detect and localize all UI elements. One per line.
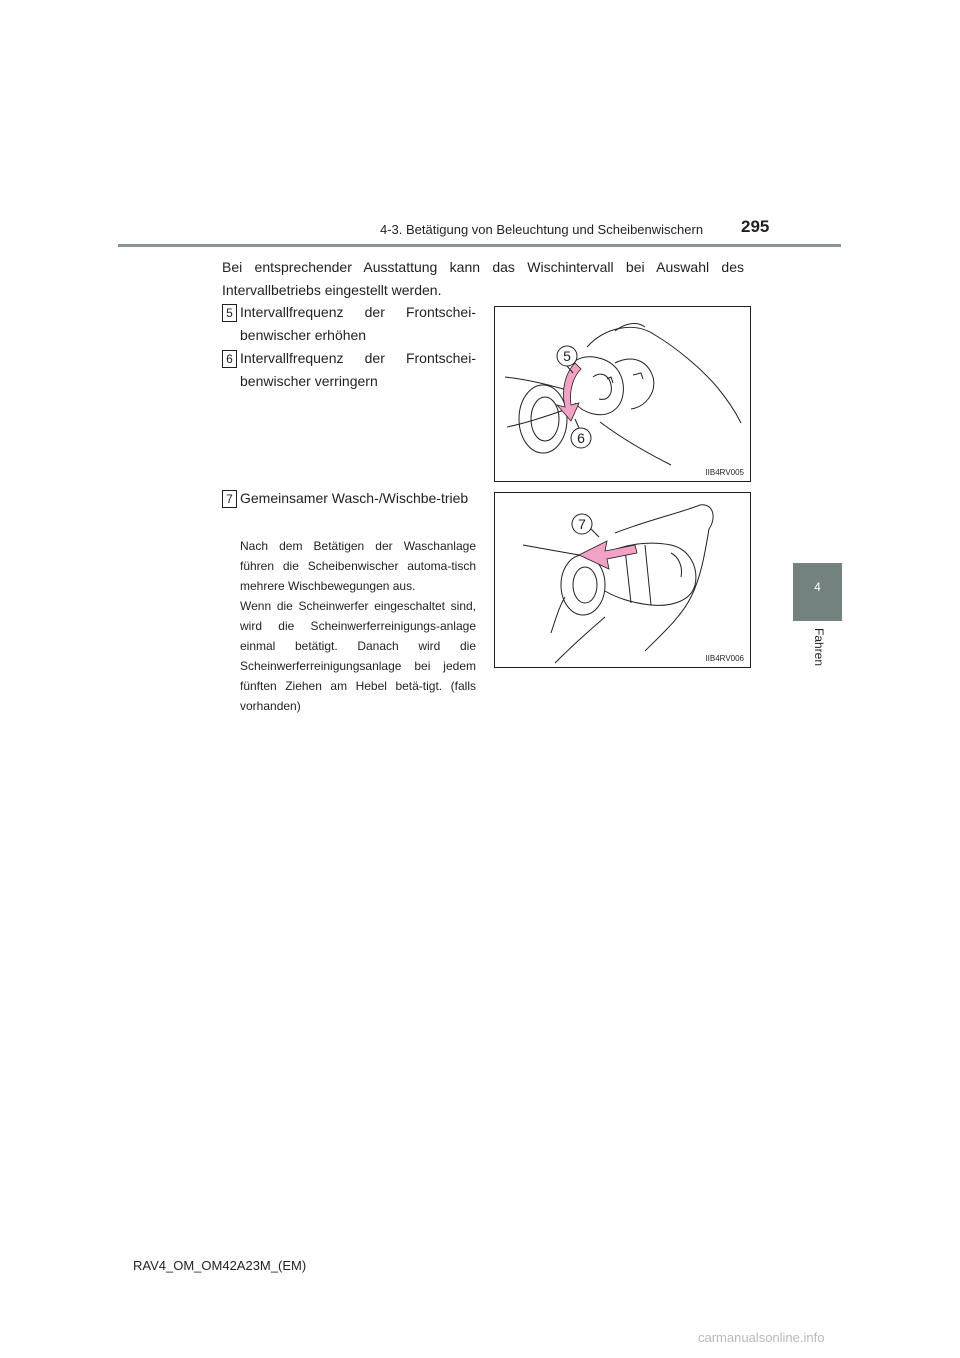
chapter-label [782,628,852,688]
wiper-lever-illustration [495,307,750,481]
chapter-number: 4 [814,580,821,594]
section-title: 4-3. Betätigung von Beleuchtung und Scheibenwischern [380,222,704,237]
note-paragraph: Nach dem Betätigen der Waschanlage führen die Scheibenwischer automa-tisch mehrere Wischbewegungen aus. [240,539,476,593]
model-code: RAV4_OM_OM42A23M_(EM) [133,1258,307,1273]
callout-7: 7 [578,516,586,532]
rotation-arrow [557,363,581,421]
page-number: 295 [741,217,770,236]
callout-6: 6 [577,430,585,446]
item-text: Gemeinsamer Wasch-/Wischbe-trieb [240,490,469,506]
item-number-badge: 5 [222,304,237,322]
figure-wiper-interval [494,306,751,482]
figure-code: IIB4RV006 [705,654,744,663]
item-text: Intervallfrequenz der Frontschei-benwischer verringern [240,350,476,389]
header-divider [118,244,841,247]
figure-code: IIB4RV005 [705,468,744,477]
intro-paragraph: Bei entsprechender Ausstattung kann das Wischintervall bei Auswahl des Intervallbetriebs eingestellt werden. [222,259,744,298]
callout-5: 5 [563,348,571,364]
watermark: carmanualsonline.info [698,1330,825,1345]
chapter-label-text: Fahren [812,628,826,667]
note-paragraph: Wenn die Scheinwerfer eingeschaltet sind, wird die Scheinwerferreinigungs-anlage einmal betätigt. Danach wird die Scheinwerferreinigungsanlage bei jedem fünften Ziehen am Hebel betä-tigt. (falls vorhanden) [240,599,476,713]
wiper-lever-pull-illustration [495,493,750,667]
item-number-badge: 6 [222,350,237,368]
figure-wash-wipe [494,492,751,668]
item-text: Intervallfrequenz der Frontschei-benwischer erhöhen [240,304,476,343]
chapter-tab[interactable] [793,563,842,621]
item-number-badge: 7 [222,490,237,508]
